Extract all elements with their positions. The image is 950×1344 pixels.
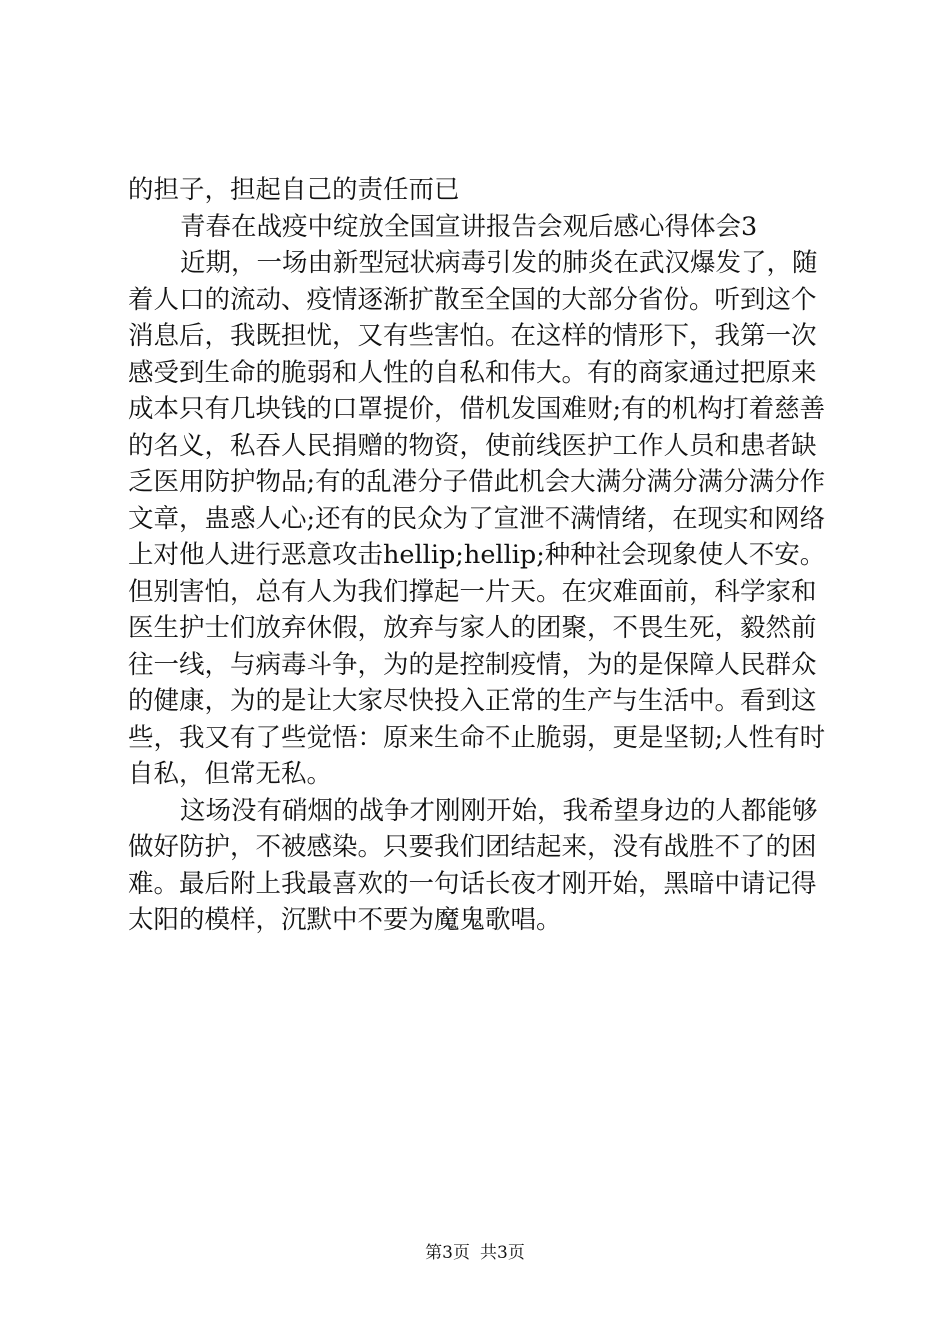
text-line: 成本只有几块钱的口罩提价，借机发国难财;有的机构打着慈善 xyxy=(128,394,826,424)
text-line: 医生护士们放弃休假，放弃与家人的团聚，不畏生死，毅然前 xyxy=(128,613,817,643)
page-footer xyxy=(0,1241,950,1265)
text-line: 的名义，私吞人民捐赠的物资，使前线医护工作人员和患者缺 xyxy=(128,430,817,461)
text-line: 自私，但常无私。 xyxy=(128,759,333,789)
section-heading: 青春在战疫中绽放全国宣讲报告会观后感心得体会3 xyxy=(180,211,758,242)
text-line: 太阳的模样，沉默中不要为魔鬼歌唱。 xyxy=(128,905,562,935)
text-line: 乏医用防护物品;有的乱港分子借此机会大满分满分满分满分作 xyxy=(128,467,826,497)
text-line: 感受到生命的脆弱和人性的自私和伟大。有的商家通过把原来 xyxy=(128,357,817,388)
text-line: 消息后，我既担忧，又有些害怕。在这样的情形下，我第一次 xyxy=(128,321,817,351)
text-line: 的健康，为的是让大家尽快投入正常的生产与生活中。看到这 xyxy=(128,686,817,716)
text-line: 文章，蛊惑人心;还有的民众为了宣泄不满情绪，在现实和网络 xyxy=(128,503,826,534)
text-line: 上对他人进行恶意攻击hellip;hellip;种种社会现象使人不安。 xyxy=(128,540,826,570)
page-number: 第3页 xyxy=(425,1243,470,1263)
text-line: 难。最后附上我最喜欢的一句话长夜才刚开始，黑暗中请记得 xyxy=(128,868,817,899)
text-line: 些，我又有了些觉悟：原来生命不止脆弱，更是坚韧;人性有时 xyxy=(128,722,826,753)
document-body xyxy=(128,172,840,939)
text-line: 近期，一场由新型冠状病毒引发的肺炎在武汉爆发了，随 xyxy=(180,248,818,278)
page-total: 共3页 xyxy=(480,1243,525,1263)
text-line: 往一线，与病毒斗争，为的是控制疫情，为的是保障人民群众 xyxy=(128,649,817,680)
text-line: 但别害怕，总有人为我们撑起一片天。在灾难面前，科学家和 xyxy=(128,576,817,607)
text-line: 的担子，担起自己的责任而已 xyxy=(128,175,460,205)
text-line: 做好防护，不被感染。只要我们团结起来，没有战胜不了的困 xyxy=(128,832,817,862)
text-line: 着人口的流动、疫情逐渐扩散至全国的大部分省份。听到这个 xyxy=(128,284,817,315)
text-line: 这场没有硝烟的战争才刚刚开始，我希望身边的人都能够 xyxy=(180,795,818,826)
